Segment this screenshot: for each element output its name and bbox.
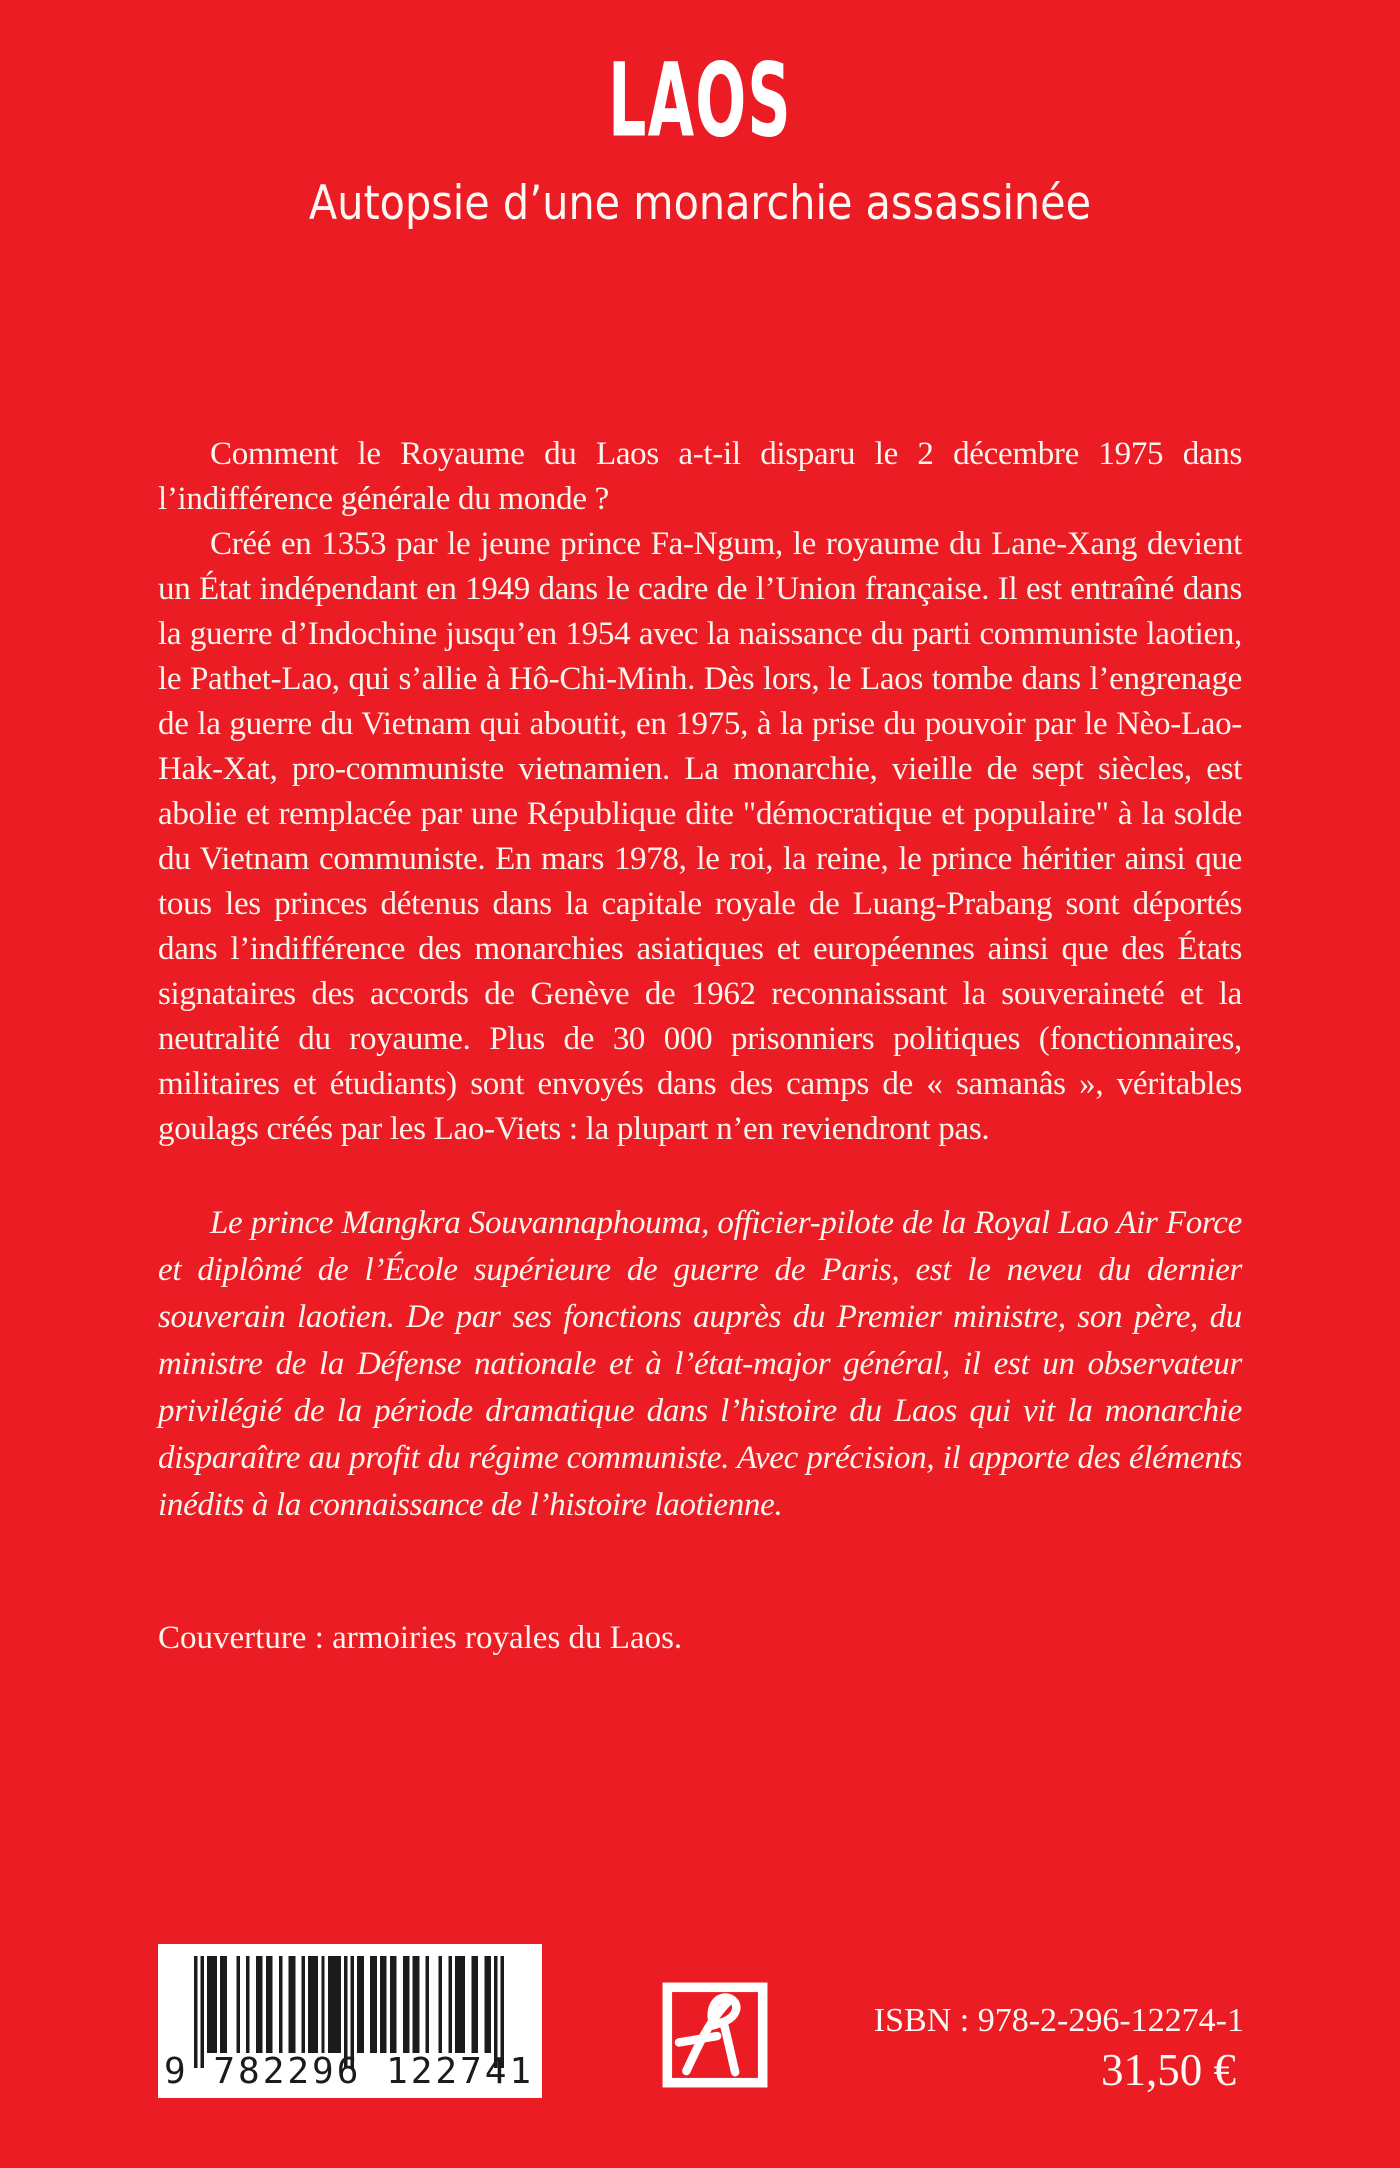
isbn-price-block [744,2000,1244,2096]
book-subtitle: Autopsie d’une monarchie assassinée [308,176,1092,231]
synopsis-paragraph-2: Créé en 1353 par le jeune prince Fa-Ngum, le royaume du Lane-Xang devient un État indépendant en 1949 dans le cadre de l’Union française. Il est entraîné dans la guerre d’Indochine jusqu’en 1954 avec la naissance du parti communiste laotien, le Pathet-Lao, qui s’allie à Hô-Chi-Minh. Dès lors, le Laos tombe dans l’engrenage de la guerre du Vietnam qui aboutit, en 1975, à la prise du pouvoir par le Nèo-Lao-Hak-Xat, pro-communiste vietnamien. La monarchie, vieille de sept siècles, est abolie et remplacée par une République dite "démocratique et populaire" à la solde du Vietnam communiste. En mars 1978, le roi, la reine, le prince héritier ainsi que tous les princes détenus dans la capitale royale de Luang-Prabang sont déportés dans l’indifférence des monarchies asiatiques et européennes ainsi que des États signataires des accords de Genève de 1962 reconnaissant la souveraineté et la neutralité du royaume. Plus de 30 000 prisonniers politiques (fonctionnaires, militaires et étudiants) sont envoyés dans des camps de « samanâs », véritables goulags créés par les Lao-Viets : la plupart n’en reviendront pas. [158,526,1242,1147]
book-title: LAOS [608,40,792,161]
synopsis-paragraph-1: Comment le Royaume du Laos a-t-il disparu le 2 décembre 1975 dans l’indifférence générale du monde ? [158,436,1242,517]
isbn-text: ISBN : 978-2-296-12274-1 [873,2002,1244,2039]
synopsis-block [158,432,1242,1152]
author-note-block [158,1200,1242,1529]
price-text: 31,50 € [1101,2045,1236,2095]
author-note-paragraph: Le prince Mangkra Souvannaphouma, officier-pilote de la Royal Lao Air Force et diplômé de l’École supérieure de guerre de Paris, est le neveu du dernier souverain laotien. De par ses fonctions auprès du Premier ministre, son père, du ministre de la Défense nationale et à l’état-major général, il est un observateur privilégié de la période dramatique dans l’histoire du Laos qui vit la monarchie disparaître au profit du régime communiste. Avec précision, il apporte des éléments inédits à la connaissance de l’histoire laotienne. [158,1205,1242,1523]
barcode [158,1944,542,2098]
barcode-digits: 9 782296 122741 [164,2051,535,2092]
cover-credit: Couverture : armoiries royales du Laos. [158,1620,683,1656]
